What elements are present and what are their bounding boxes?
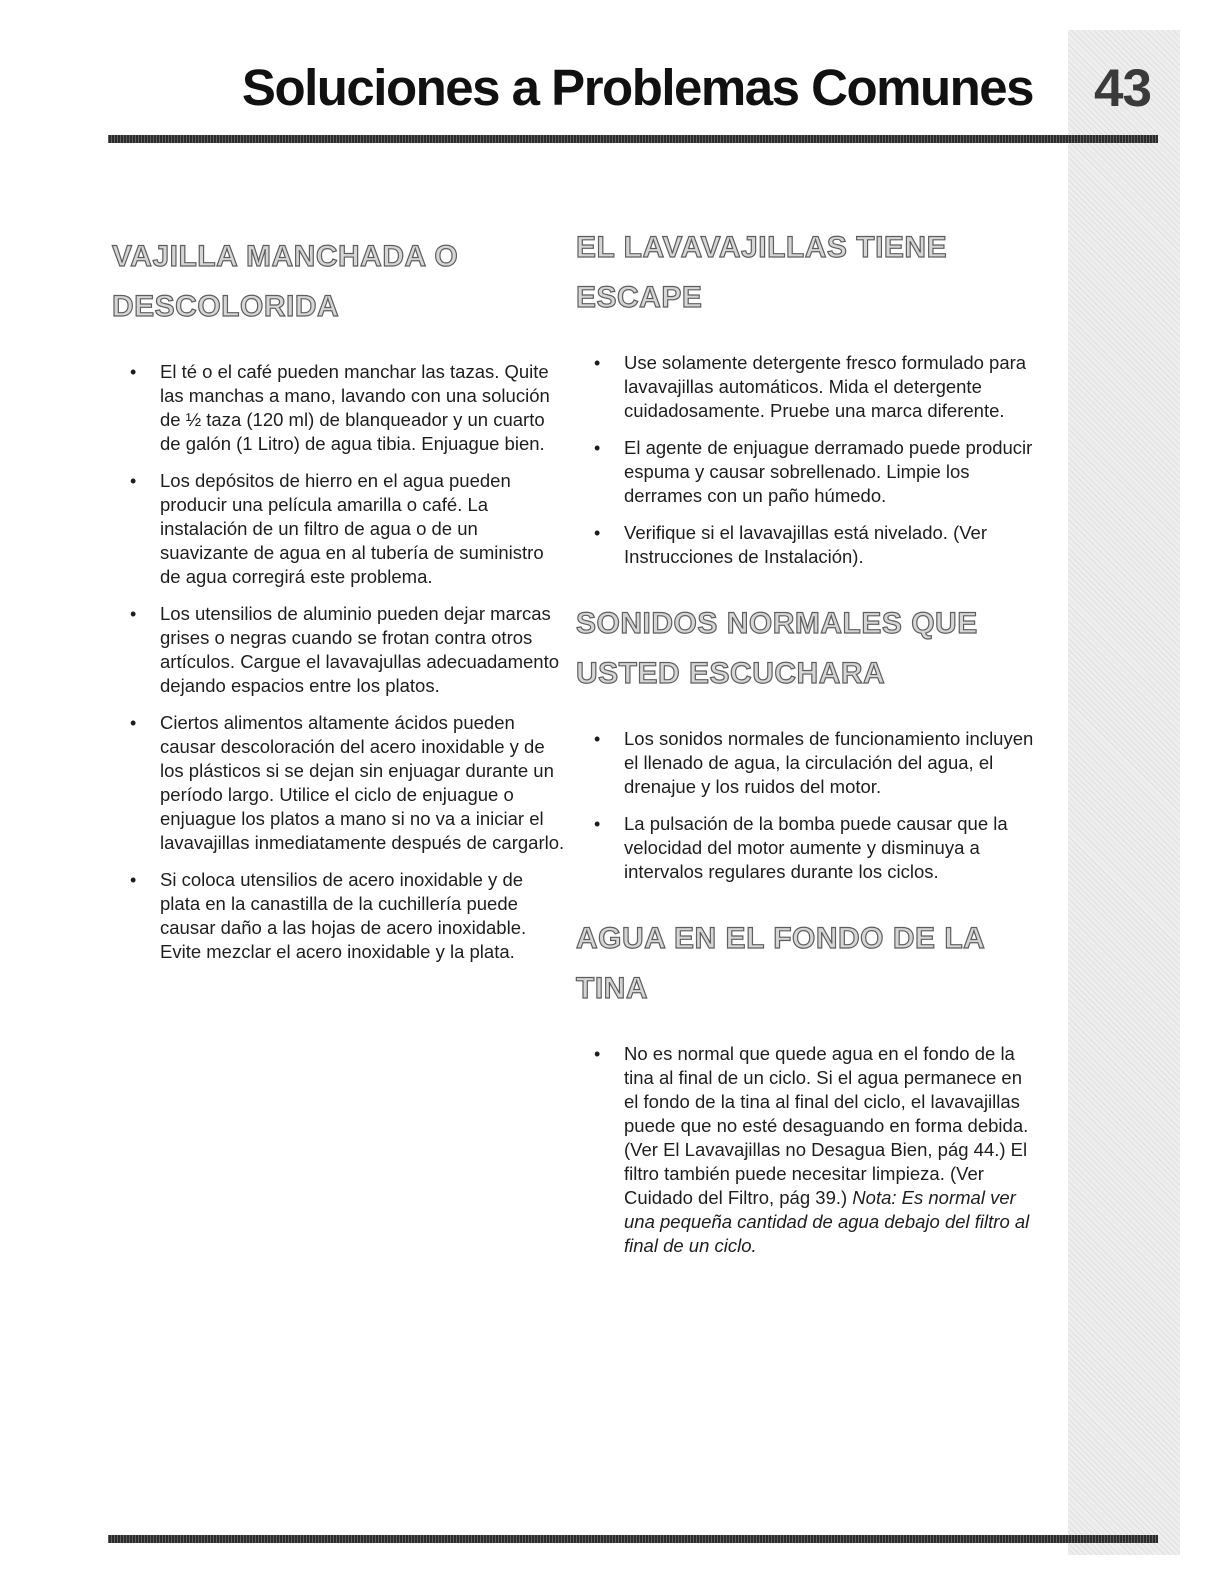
list-item [576,1042,1036,1258]
list-item [576,727,1036,799]
list-item [112,360,567,456]
bullet-list [576,727,1036,884]
list-item [112,868,567,964]
section-normal-sounds [576,599,1036,884]
top-divider [108,135,1158,143]
item-text: El té o el café pueden manchar las tazas. Quite las manchas a mano, lavando con una solución de ½ taza (120 ml) de blanqueador y un cuarto de galón (1 Litro) de agua tibia. Enjuague bien. [160,361,550,454]
item-text: Verifique si el lavavajillas está nivelado. (Ver Instrucciones de Instalación). [624,522,987,567]
section-water-in-tub [576,914,1036,1258]
bullet-icon: • [594,1044,601,1064]
bottom-divider [108,1535,1158,1543]
bullet-icon: • [130,713,137,733]
right-column [576,223,1036,1288]
side-tab-strip [1068,30,1180,1555]
italic-note: Nota: Es normal ver una pequeña cantidad de agua debajo del filtro al final de un ciclo. [624,1187,1030,1256]
list-item [576,436,1036,508]
bullet-icon: • [594,523,601,543]
bullet-list [576,351,1036,569]
left-column [112,232,567,994]
bullet-icon: • [130,471,137,491]
item-text: Los sonidos normales de funcionamiento incluyen el llenado de agua, la circulación del agua, el drenajue y los ruidos del motor. [624,728,1034,797]
section-heading: AGUA EN EL FONDO DE LA TINA [576,922,985,1005]
list-item [112,711,567,855]
section-heading: EL LAVAVAJILLAS TIENE ESCAPE [576,231,948,314]
item-text: Si coloca utensilios de acero inoxidable y de plata en la canastilla de la cuchillería puede causar daño a las hojas de acero inoxidable. Evite mezclar el acero inoxidable y la plata. [160,869,527,962]
bullet-icon: • [594,814,601,834]
section-dishwasher-leaks [576,223,1036,569]
list-item [576,351,1036,423]
item-text: Los utensilios de aluminio pueden dejar marcas grises o negras cuando se frotan contra otros artículos. Cargue el lavavajullas adecuadamento dejando espacios entre los platos. [160,603,560,696]
list-item [112,469,567,589]
bullet-icon: • [594,438,601,458]
bullet-icon: • [130,604,137,624]
section-stained-dishes [112,232,567,964]
bullet-list [576,1042,1036,1258]
item-text: Ciertos alimentos altamente ácidos pueden causar descoloración del acero inoxidable y de los plásticos si se dejan sin enjuagar durante un período largo. Utilice el ciclo de enjuague o enjuague los platos a mano si no va a iniciar el lavavajillas inmediatamente después de cargarlo. [160,712,565,853]
item-text: No es normal que quede agua en el fondo de la tina al final de un ciclo. Si el agua permanece en el fondo de la tina al final del ciclo, el lavavajillas puede que no esté desaguando en forma debida. (Ver El Lavavajillas no Desagua Bien, pág 44.) El filtro también puede necesitar limpieza. (Ver Cuidado del Filtro, pág 39.) [624,1043,1029,1208]
page-number: 43 [1094,59,1151,118]
bullet-icon: • [130,362,137,382]
list-item [576,812,1036,884]
page-title: Soluciones a Problemas Comunes [241,59,1033,116]
list-item [576,521,1036,569]
bullet-icon: • [130,870,137,890]
section-heading: SONIDOS NORMALES QUE USTED ESCUCHARA [576,607,978,690]
item-text: El agente de enjuague derramado puede producir espuma y causar sobrellenado. Limpie los derrames con un paño húmedo. [624,437,1033,506]
section-heading: VAJILLA MANCHADA O DESCOLORIDA [112,240,459,323]
bullet-list [112,360,567,964]
item-text: La pulsación de la bomba puede causar que la velocidad del motor aumente y disminuya a intervalos regulares durante los ciclos. [624,813,1008,882]
bullet-icon: • [594,353,601,373]
item-text: Los depósitos de hierro en el agua pueden producir una película amarilla o café. La instalación de un filtro de agua o de un suavizante de agua en al tubería de suministro de agua corregirá este problema. [160,470,544,587]
list-item [112,602,567,698]
item-text: Use solamente detergente fresco formulado para lavavajillas automáticos. Mida el detergente cuidadosamente. Pruebe una marca diferente. [624,352,1027,421]
bullet-icon: • [594,729,601,749]
